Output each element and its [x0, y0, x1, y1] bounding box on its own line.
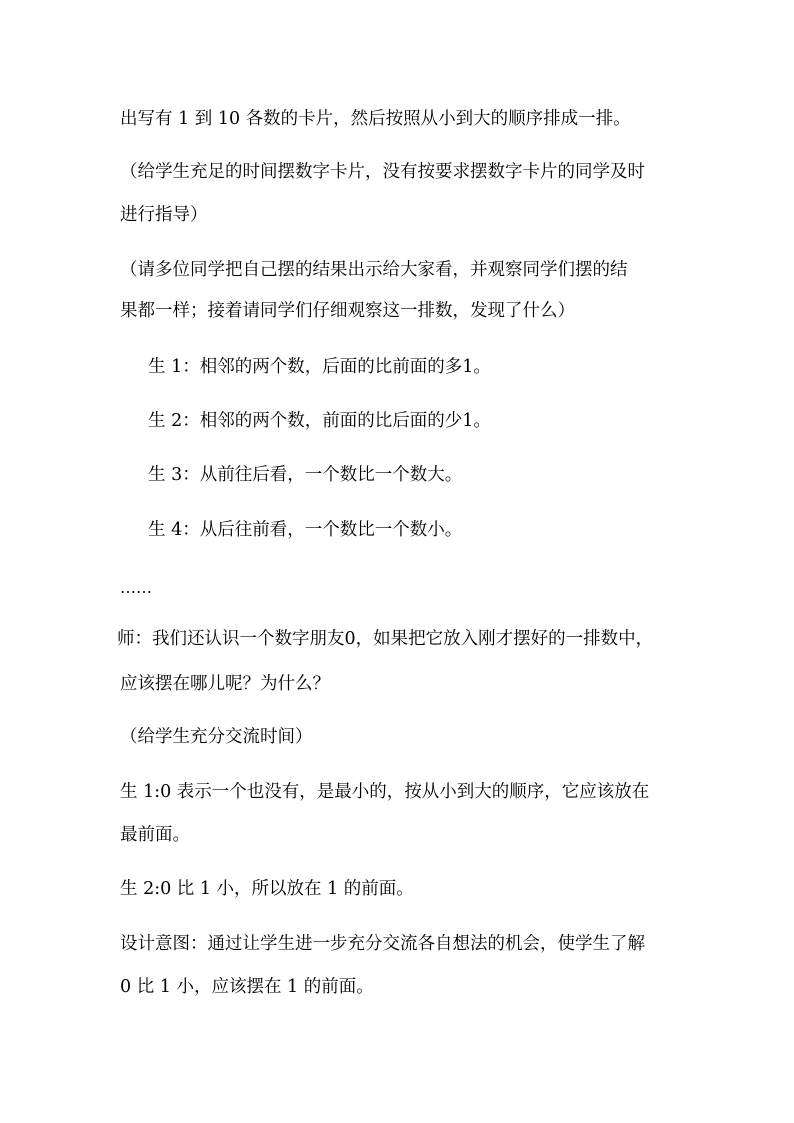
answer-2-line: 生 2:0 比 1 小，所以放在 1 的前面。	[120, 879, 414, 899]
text-line-3: 进行指导）	[120, 205, 208, 225]
ellipsis-line: ……	[120, 578, 152, 597]
design-intent-line-2: 0 比 1 小，应该摆在 1 的前面。	[120, 977, 374, 997]
text-line-4: （请多位同学把自己摆的结果出示给大家看，并观察同学们摆的结	[120, 260, 628, 280]
text-line-2: （给学生充足的时间摆数字卡片，没有按要求摆数字卡片的同学及时	[120, 162, 645, 182]
design-intent-line-1: 设计意图：通过让学生进一步充分交流各自想法的机会，使学生了解	[120, 934, 645, 954]
answer-1-line-1: 生 1:0 表示一个也没有，是最小的，按从小到大的顺序，它应该放在	[120, 782, 650, 802]
text-line-5: 果都一样；接着请同学们仔细观察这一排数，发现了什么）	[120, 301, 575, 321]
student-3-statement: 生 3：从前往后看，一个数比一个数大。	[148, 465, 463, 485]
teacher-question-line-1: 师：我们还认识一个数字朋友0，如果把它放入刚才摆好的一排数中，	[117, 629, 654, 649]
teacher-question-line-2: 应该摆在哪儿呢？为什么？	[120, 674, 330, 694]
student-1-statement: 生 1：相邻的两个数，后面的比前面的多1。	[148, 357, 491, 377]
text-line-1: 出写有 1 到 10 各数的卡片，然后按照从小到大的顺序排成一排。	[120, 109, 631, 129]
answer-1-line-2: 最前面。	[120, 825, 190, 845]
student-4-statement: 生 4：从后往前看，一个数比一个数小。	[148, 520, 463, 540]
student-2-statement: 生 2：相邻的两个数，前面的比后面的少1。	[148, 411, 491, 431]
discussion-note: （给学生充分交流时间）	[120, 727, 313, 747]
